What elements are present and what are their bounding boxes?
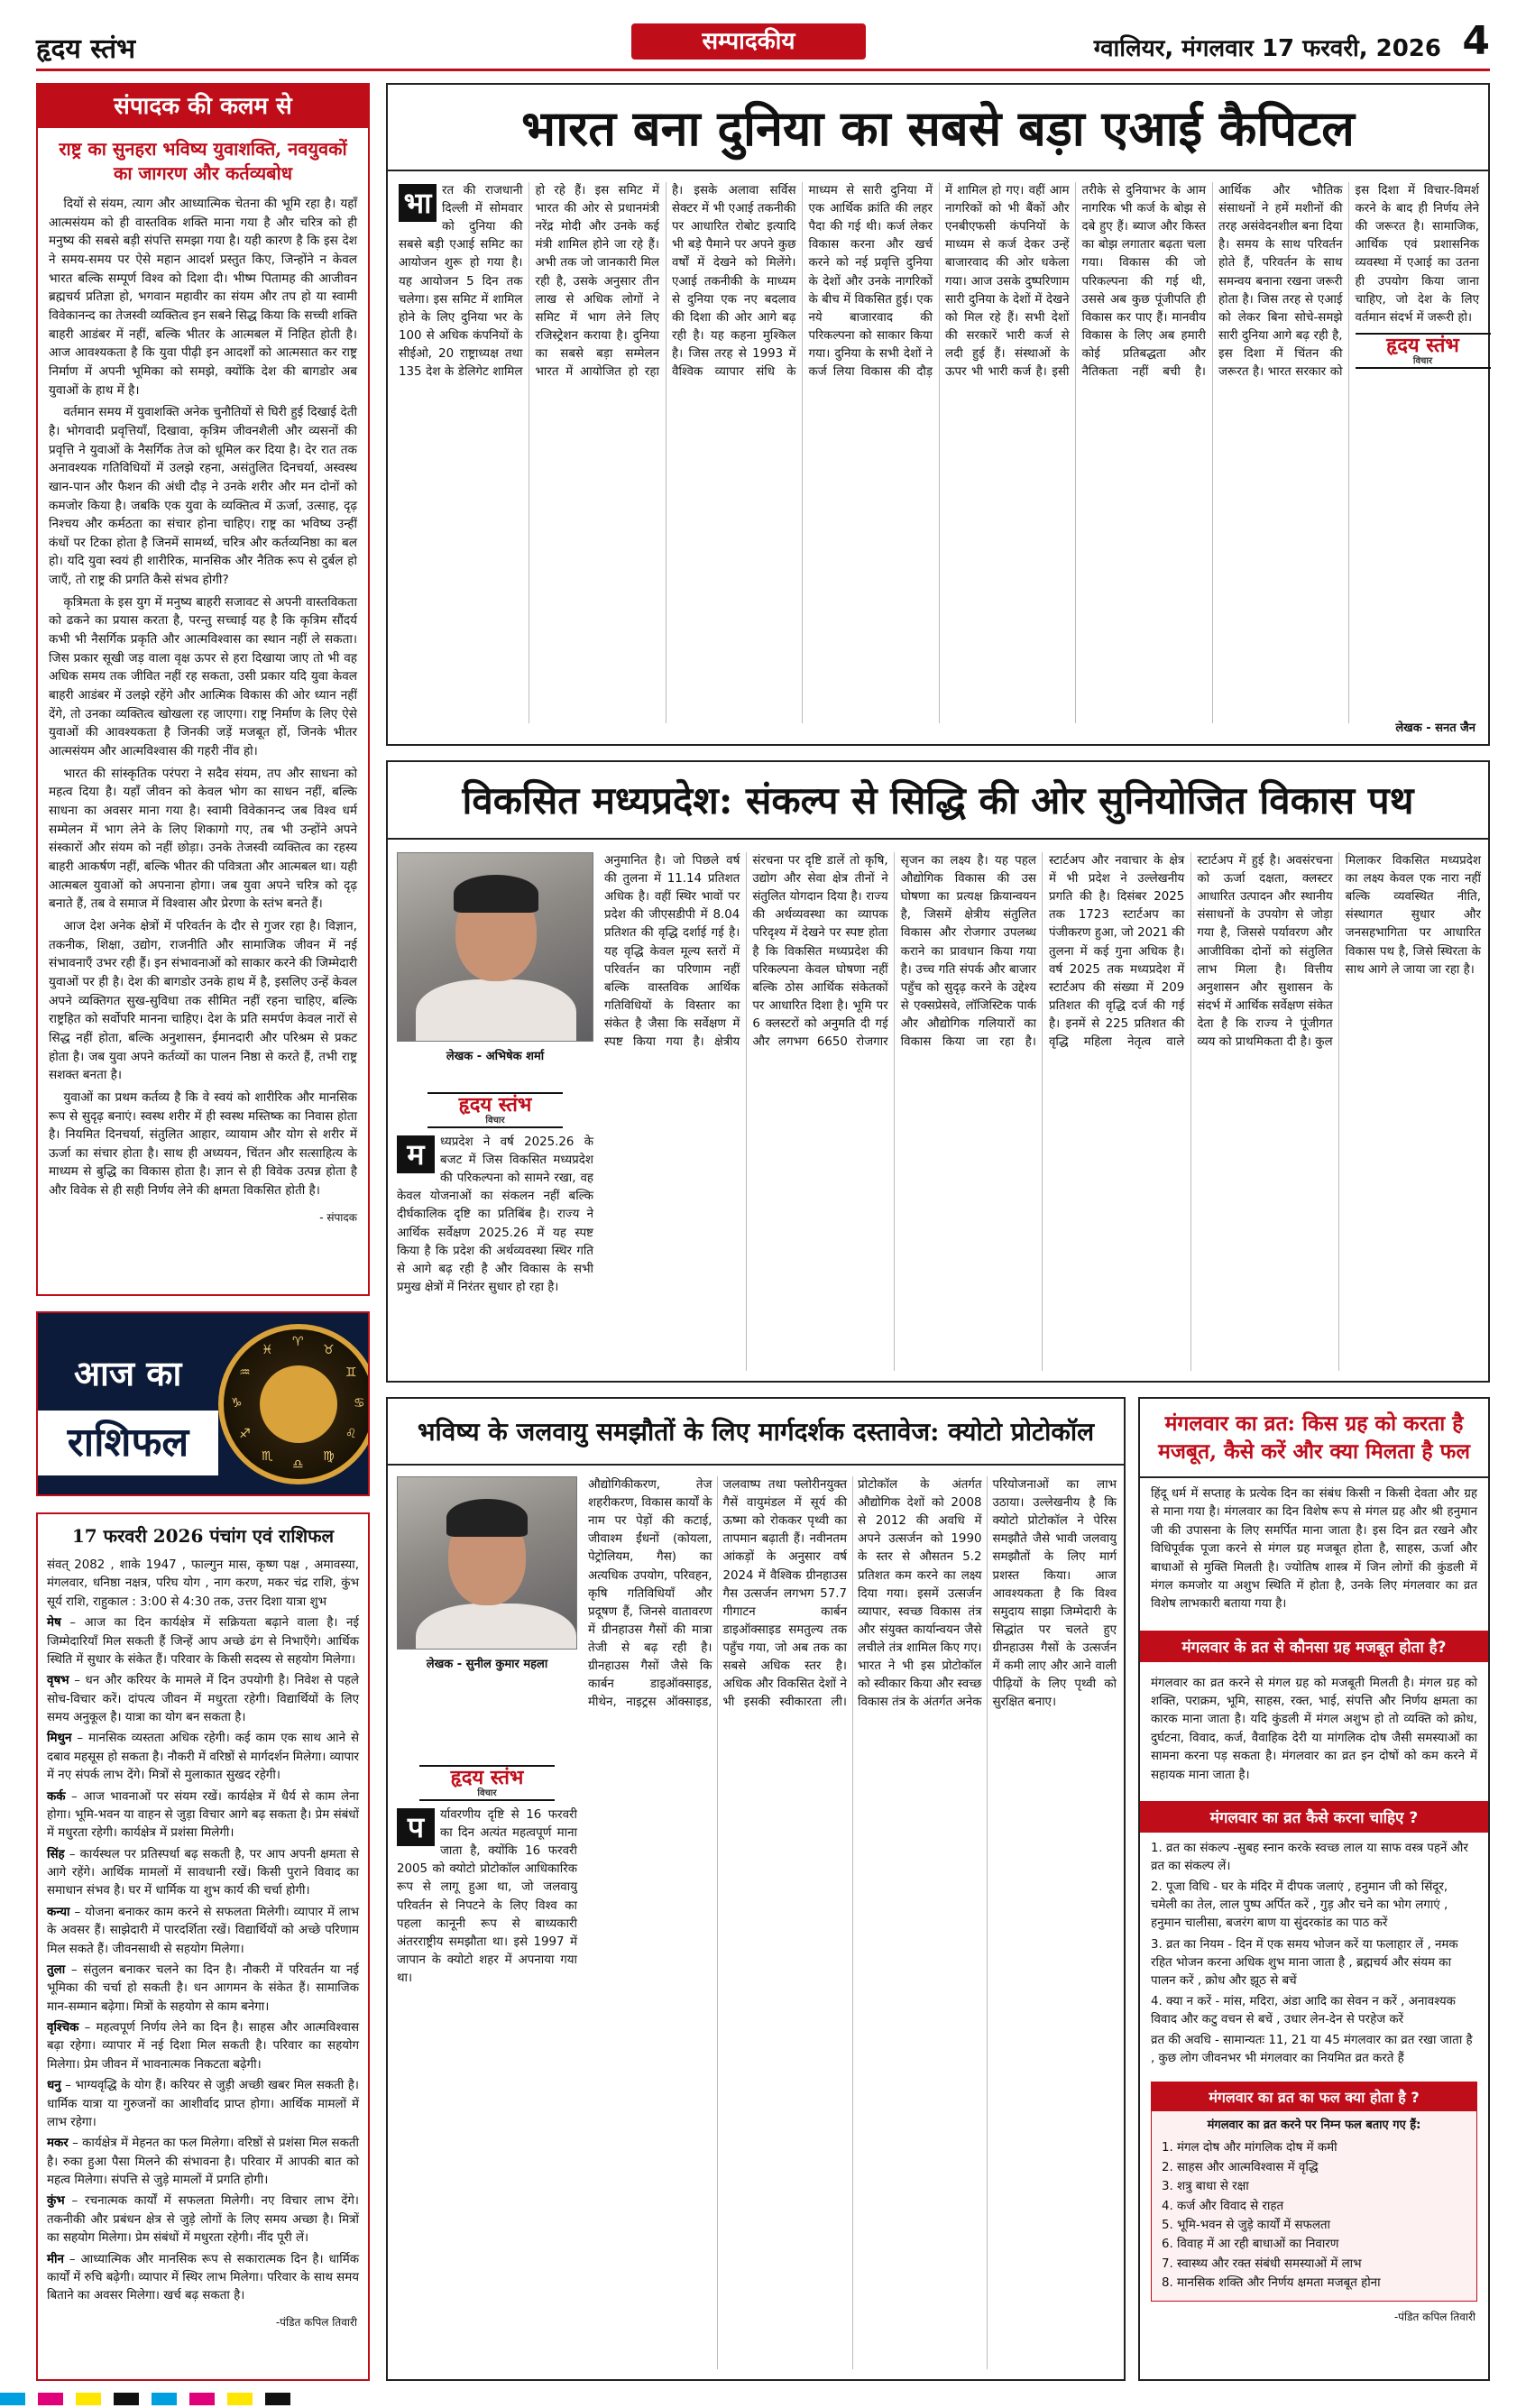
vrat-step: 3. व्रत का नियम - दिन में एक समय भोजन करें या फलाहार लें , नमक रहित भोजन करना अधिक शुभ माना जाता है , ब्रह्मचर्य और संयम का पालन करें , क्रोध और झूठ से बचें [1151, 1937, 1458, 1988]
zodiac-glyph-icon: ♋ [354, 1396, 365, 1411]
article-lead-column [397, 1087, 593, 1374]
logo-tag: विचार [485, 1116, 505, 1126]
author-photo-block [397, 852, 593, 1069]
editorial-paragraph: भारत की सांस्कृतिक परंपरा ने सदैव संयम, तप और साधना को महत्व दिया है। यहाँ जीवन को केवल भोग का साधन नहीं, बल्कि साधना का अवसर माना गया है। स्वामी विवेकानन्द जब विश्व धर्म सम्मेलन में भाग लेने के लिए शिकागो गए, तब भी उन्होंने अपने संस्कारों और संयम को नहीं छोड़ा। उनके तेजस्वी व्यक्तित्व का रहस्य बाहरी आकर्षण नहीं, बल्कि भीतर की पवित्रता और आत्मबल था। यही आत्मबल युवाओं को अपनाना होगा। जब युवा अपने चरित्र को दृढ़ बनाते हैं, तब वे समाज में विश्वास और प्रेरणा के स्तंभ बनते हैं। [49, 766, 357, 912]
rashi-sign-text: संतुलन बनाकर चलने का दिन है। नौकरी में परिवर्तन या नई भूमिका की चर्चा हो सकती है। धन आगमन के संकेत हैं। सामाजिक मान-सम्मान बढ़ेगा। मित्रों के सहयोग से काम बनेगा। [47, 1962, 359, 2014]
rashifal-banner [36, 1311, 370, 1496]
rashi-sign-entry: वृश्चिक – महत्वपूर्ण निर्णय लेने का दिन है। साहस और आत्मविश्वास बढ़ा रहेगा। व्यापार में नई दिशा मिल सकती है। परिवार का सहयोग मिलेगा। प्रेम जीवन में भावनात्मक निकटता बढ़ेगी। [47, 2021, 359, 2072]
rashi-sign-text: आज भावनाओं पर संयम रखें। कार्यक्षेत्र में धैर्य से काम लेना होगा। भूमि-भवन या वाहन से जुड़ा विचार आगे बढ़ सकता है। प्रेम संबंधों में मधुरता रहेगी। कार्यक्षेत्र में प्रशंसा मिलेगी। [47, 1789, 359, 1841]
article-body: औद्योगिकीकरण, तेज शहरीकरण, विकास कार्यों के नाम पर पेड़ों की कटाई, जीवाश्म ईंधनों (कोयला, पेट्रोलियम, गैस) का अत्यधिक उपयोग, परिवहन, कृषि गतिविधियाँ और प्रदूषण हैं, जिनसे वातावरण में ग्रीनहाउस गैसों की मात्रा तेजी से बढ़ रही है। ग्रीनहाउस गैसों जैसे कि कार्बन डाइऑक्साइड, मीथेन, नाइट्रस ऑक्साइड, जलवाष्प तथा फ्लोरीनयुक्त गैसें वायुमंडल में सूर्य की ऊष्मा को रोककर पृथ्वी का तापमान बढ़ाती हैं। नवीनतम आंकड़ों के अनुसार वर्ष 2024 में वैश्विक ग्रीनहाउस गैस उत्सर्जन लगभग 57.7 गीगाटन कार्बन डाइऑक्साइड समतुल्य तक पहुँच गया, जो अब तक का सबसे अधिक स्तर है। अधिक और विकसित देशों ने भी इसकी स्वीकारता ली। प्रोटोकॉल के अंतर्गत औद्योगिक देशों को 2008 से 2012 की अवधि में अपने उत्सर्जन को 1990 के स्तर से औसतन 5.2 प्रतिशत कम करने का लक्ष्य दिया गया। इसमें उत्सर्जन व्यापार, स्वच्छ विकास तंत्र और संयुक्त कार्यान्वयन जैसे लचीले तंत्र शामिल किए गए। भारत ने भी इस प्रोटोकॉल को स्वीकार किया और स्वच्छ विकास तंत्र के अंतर्गत अनेक परियोजनाओं का लाभ उठाया। उल्लेखनीय है कि क्योटो प्रोटोकॉल ने पेरिस समझौते जैसे भावी जलवायु समझौतों के लिए मार्ग प्रशस्त किया। आज आवश्यकता है कि विश्व समुदाय साझा जिम्मेदारी के सिद्धांत पर चलते हुए ग्रीनहाउस गैसों के उत्सर्जन में कमी लाए और आने वाली पीढ़ियों के लिए पृथ्वी को सुरक्षित बनाए। [588, 1478, 1117, 1710]
article-mangalvar-vrat [1138, 1397, 1490, 2381]
issue-date: ग्वालियर, मंगलवार 17 फरवरी, 2026 [1093, 35, 1441, 62]
zodiac-glyph-icon: ♐ [239, 1427, 251, 1441]
zodiac-glyph-icon: ♈ [292, 1335, 304, 1349]
rashi-sign-entry: मिथुन – मानसिक व्यस्तता अधिक रहेगी। कई काम एक साथ आने से दबाव महसूस हो सकता है। नौकरी में वरिष्ठों से मार्गदर्शन मिलेगा। व्यापार में नए संपर्क लाभ देंगे। मित्रों से मुलाकात सुखद रहेगी। [47, 1732, 359, 1783]
zodiac-glyph-icon: ♊ [345, 1365, 357, 1380]
hriday-stambh-logo [427, 1092, 563, 1128]
rashi-sign-text: धन और करियर के मामले में दिन उपयोगी है। निवेश से पहले सोच-विचार करें। दांपत्य जीवन में मधुरता रहेगी। विद्यार्थियों के लिए समय अनुकूल है। यात्रा का योग बन सकता है। [47, 1674, 359, 1724]
author-photo [397, 852, 593, 1042]
header-rule [36, 69, 1490, 71]
rashi-sign-name: मकर [47, 2137, 69, 2151]
photo-hair [446, 1499, 528, 1537]
editorial-paragraph: युवाओं का प्रथम कर्तव्य है कि वे स्वयं को शारीरिक और मानसिक रूप से सुदृढ़ बनाएं। स्वस्थ शरीर में ही स्वस्थ मस्तिष्क का निवास होता है। नियमित दिनचर्या, संतुलित आहार, व्यायाम और योग से शरीर में ऊर्जा का संचार होता है। साथ ही अध्ययन, चिंतन और सत्साहित्य के माध्यम से बुद्धि का विकास होता है। ज्ञान से ही विवेक उत्पन्न होता है और विवेक से ही सही निर्णय लेने की क्षमता विकसित होती है। [49, 1089, 357, 1199]
article-vikasit-mp [386, 760, 1490, 1383]
cyan-swatch [0, 2393, 25, 2405]
rashi-sign-name: मिथुन [47, 1732, 72, 1746]
article-paragraph: मंगलवार का व्रत करने से मंगल ग्रह को मजबूती मिलती है। मंगल ग्रह को शक्ति, पराक्रम, भूमि, साहस, रक्त, भाई, संपत्ति और निर्णय क्षमता का कारक माना जाता है। यदि कुंडली में मंगल अशुभ हो तो व्यक्ति को क्रोध, दुर्घटना, विवाद, कर्ज, वैवाहिक देरी या मांगलिक दोष जैसी समस्याओं का सामना करना पड़ सकता है। मंगलवार का व्रत इन दोषों को कम करने में सहायक माना जाता है। [1151, 1676, 1477, 1782]
magenta-swatch [189, 2393, 215, 2405]
rashi-sign-name: सिंह [47, 1847, 65, 1861]
fal-list [1152, 2137, 1476, 2301]
fal-heading: मंगलवार का व्रत का फल क्या होता है ? [1152, 2082, 1476, 2111]
vrat-step: 4. क्या न करें - मांस, मदिरा, अंडा आदि का सेवन न करें , अनावश्यक विवाद और कटु वचन से बचें , उधार लेन-देन से परहेज करें [1151, 1994, 1456, 2027]
zodiac-glyphs [224, 1329, 370, 1479]
rashifal-body [38, 1553, 368, 2312]
editorial-title: राष्ट्र का सुनहरा भविष्य युवाशक्ति, नवयुवकों का जागरण और कर्तव्यबोध [59, 138, 347, 184]
editorial-paragraph: दियों से संयम, त्याग और आध्यात्मिक चेतना की भूमि रहा है। यहाँ आत्मसंयम को ही वास्तविक शक्ति माना गया है और चरित्र को ही मनुष्य की सबसे बड़ी संपत्ति समझा गया है। यही कारण है कि इस देश ने समय-समय पर ऐसे महान आदर्श प्रस्तुत किए, जिन्होंने न केवल भारत बल्कि सम्पूर्ण विश्व को दिशा दी। भीष्म पितामह की आजीवन ब्रह्मचर्य प्रतिज्ञा हो, भगवान महावीर का संयम और तप हो या स्वामी विवेकानन्द का तेजस्वी व्यक्तित्व इन सबने सिद्ध किया कि सच्ची शक्ति बाहरी आडंबर में नहीं, बल्कि भीतर के आत्मबल में निहित होती है। आज आवश्यकता है कि युवा पीढ़ी इन आदर्शों को आत्मसात कर राष्ट्र निर्माण में अपनी भूमिका को समझे, क्योंकि देश की बागडोर अब युवाओं के हाथ में है। [49, 197, 357, 398]
article-ai-capital [386, 83, 1490, 746]
article-kyoto-protocol [386, 1397, 1126, 2381]
rashi-sign-entry: धनु – भाग्यवृद्धि के योग हैं। करियर से जुड़ी अच्छी खबर मिल सकती है। धार्मिक यात्रा या गुरुजनों का आशीर्वाद प्राप्त होगा। आर्थिक मामलों में लाभ रहेगा। [47, 2079, 359, 2129]
editorial-body [38, 191, 368, 1208]
zodiac-glyph-icon: ♏ [262, 1448, 273, 1464]
rashi-sign-text: मानसिक व्यस्तता अधिक रहेगी। कई काम एक साथ आने से दबाव महसूस हो सकता है। नौकरी में वरिष्ठों से मार्गदर्शन मिलेगा। व्यापार में नए संपर्क लाभ देंगे। मित्रों से मुलाकात सुखद रहेगी। [47, 1732, 359, 1783]
editorial-signature: - संपादक [319, 1210, 357, 1224]
editorial-paragraph: वर्तमान समय में युवाशक्ति अनेक चुनौतियों से घिरी हुई दिखाई देती है। भोगवादी प्रवृत्तियाँ, दिखावा, कृत्रिम जीवनशैली और व्यसनों की प्रवृत्ति ने युवाओं के नैसर्गिक तेज को धूमिल कर दिया है। देर रात तक अनावश्यक गतिविधियों में उलझे रहना, असंतुलित दिनचर्या, अस्वस्थ खान-पान और फैशन की अंधी दौड़ ने उनके शरीर और मन दोनों को कमजोर किया है। जबकि एक युवा के व्यक्तित्व में ऊर्जा, उत्साह, दृढ़ निश्चय और कर्मठता का संचार होना चाहिए। राष्ट्र का भविष्य उन्हीं कंधों पर टिका होता है जिनमें सामर्थ्य, चरित्र और कर्तव्यनिष्ठा का बल हो। यदि युवा स्वयं ही शारीरिक, मानसिक और नैतिक रूप से दुर्बल हो जाएँ, तो राष्ट्र की प्रगति कैसे संभव होगी? [49, 405, 357, 588]
fal-item: 7. स्वास्थ्य और रक्त संबंधी समस्याओं में लाभ [1177, 2255, 1467, 2274]
rashi-sign-text: कार्यक्षेत्र में मेहनत का फल मिलेगा। वरिष्ठों से प्रशंसा मिल सकती है। रुका हुआ पैसा मिलने की संभावना है। परिवार में आपकी बात को महत्व मिलेगा। संपत्ति से जुड़े मामलों में प्रगति होगी। [47, 2137, 359, 2187]
rashi-sign-entry: सिंह – कार्यस्थल पर प्रतिस्पर्धा बढ़ सकती है, पर आप अपनी क्षमता से आगे रहेंगे। आर्थिक मामलों में सावधानी रखें। किसी पुराने विवाद का समाधान संभव है। घर में धार्मिक या शुभ कार्य की चर्चा होगी। [47, 1847, 359, 1898]
rashi-sign-name: वृश्चिक [47, 2021, 79, 2035]
yellow-swatch [76, 2393, 101, 2405]
hriday-stambh-logo [1356, 333, 1491, 369]
banner-aaj-ka: आज का [74, 1354, 182, 1393]
rashi-sign-entry: वृषभ – धन और करियर के मामले में दिन उपयोगी है। निवेश से पहले सोच-विचार करें। दांपत्य जीवन में मधुरता रहेगी। विद्यार्थियों के लिए समय अनुकूल है। यात्रा का योग बन सकता है। [47, 1674, 359, 1724]
fal-item: 3. शत्रु बाधा से रक्षा [1177, 2177, 1467, 2196]
article-subheading: मंगलवार के व्रत से कौनसा ग्रह मजबूत होता है? [1140, 1631, 1488, 1662]
article-body: अनुमानित है। जो पिछले वर्ष की तुलना में 11.14 प्रतिशत अधिक है। वहीं स्थिर भावों पर प्रदेश की जीएसडीपी में 8.04 प्रतिशत की वृद्धि दर्शाई गई है। यह वृद्धि केवल मूल्य स्तरों में परिवर्तन का परिणाम नहीं बल्कि वास्तविक आर्थिक गतिविधियों के विस्तार का संकेत है जैसा कि सर्वेक्षण में स्पष्ट किया गया है। क्षेत्रीय संरचना पर दृष्टि डालें तो कृषि, उद्योग और सेवा क्षेत्र तीनों ने संतुलित योगदान दिया है। राज्य की अर्थव्यवस्था का व्यापक परिदृश्य में देखने पर स्पष्ट होता है कि विकसित मध्यप्रदेश की परिकल्पना केवल घोषणा नहीं बल्कि ठोस आर्थिक संकेतकों पर आधारित दिशा है। भूमि पर 6 क्लस्टरों को अनुमति दी गई और लगभग 6650 रोजगार सृजन का लक्ष्य है। यह पहल औद्योगिक विकास की उस घोषणा का प्रत्यक्ष क्रियान्वयन है, जिसमें क्षेत्रीय संतुलित विकास और रोजगार उपलब्ध कराने का प्रावधान किया गया है। उच्च गति संपर्क और बाजार पहुँच को सुदृढ़ करने के उद्देश्य से एक्सप्रेसवे, लॉजिस्टिक पार्क और औद्योगिक गलियारों का विकास किया जा रहा है। स्टार्टअप और नवाचार के क्षेत्र में भी प्रदेश ने उल्लेखनीय प्रगति की है। दिसंबर 2025 तक 1723 स्टार्टअप का पंजीकरण हुआ, जो 2021 की तुलना में कई गुना अधिक है। वर्ष 2025 तक मध्यप्रदेश में स्टार्टअप की संख्या में 209 प्रतिशत की वृद्धि दर्ज की गई है। इनमें से 225 प्रतिशत की वृद्धि महिला नेतृत्व वाले स्टार्टअप में हुई है। अवसंरचना को ऊर्जा दक्षता, क्लस्टर आधारित उत्पादन और स्थानीय संसाधनों के उपयोग से जोड़ा गया है, जिससे पर्यावरण और आजीविका दोनों को संतुलित लाभ मिला है। वित्तीय अनुशासन और सुशासन के संदर्भ में आर्थिक सर्वेक्षण संकेत देता है कि राज्य ने पूंजीगत व्यय को प्राथमिकता दी है। कुल मिलाकर विकसित मध्यप्रदेश का लक्ष्य केवल एक नारा नहीं बल्कि व्यवस्थित नीति, संस्थागत सुधार और जनसहभागिता पर आधारित विकास पथ है, जिसे स्थिरता के साथ आगे ले जाया जा रहा है। [604, 854, 1481, 1050]
dropcap: प [397, 1808, 435, 1846]
article-author: लेखक - सनत जैन [1395, 721, 1475, 735]
rashifal-title: 17 फरवरी 2026 पंचांग एवं राशिफल [71, 1525, 335, 1547]
logo-name: हृदय स्तंभ [1386, 333, 1459, 357]
rashi-sign-text: रचनात्मक कार्यों में सफलता मिलेगी। नए विचार लाभ देंगे। तकनीकी और प्रबंधन क्षेत्र से जुड़े लोगों के लिए समय अच्छा है। मित्रों का सहयोग मिलेगा। प्रेम संबंधों में मधुरता रहेगी। नींद पूरी लें। [47, 2194, 359, 2246]
logo-name: हृदय स्तंभ [450, 1766, 524, 1789]
vrat-step: व्रत की अवधि - सामान्यतः 11, 21 या 45 मंगलवार का व्रत रखा जाता है , कुछ लोग जीवनभर भी मंगलवार का नियमित व्रत करते हैं [1151, 2034, 1473, 2066]
article-subheading: मंगलवार का व्रत कैसे करना चाहिए ? [1140, 1801, 1488, 1833]
zodiac-glyph-icon: ♓ [262, 1343, 273, 1358]
photo-shirt [416, 1604, 576, 1650]
article-signature: -पंडित कपिल तिवारी [1393, 2310, 1475, 2323]
fal-item: 8. मानसिक शक्ति और निर्णय क्षमता मजबूत होना [1177, 2274, 1467, 2293]
zodiac-glyph-icon: ♒ [239, 1365, 251, 1380]
rashi-sign-entry: कर्क – आज भावनाओं पर संयम रखें। कार्यक्षेत्र में धैर्य से काम लेना होगा। भूमि-भवन या वाहन से जुड़ा विचार आगे बढ़ सकता है। प्रेम संबंधों में मधुरता रहेगी। कार्यक्षेत्र में प्रशंसा मिलेगी। [47, 1789, 359, 1841]
fal-item: 6. विवाह में आ रही बाधाओं का निवारण [1177, 2235, 1467, 2254]
left-column [36, 83, 370, 2381]
article-title: मंगलवार का व्रत: किस ग्रह को करता है मजबूत, कैसे करें और क्या मिलता है फल [1140, 1399, 1488, 1478]
section-label: सम्पादकीय [631, 23, 866, 60]
article-text: रत की राजधानी दिल्ली में सोमवार को दुनिया की सबसे बड़ी एआई समिट का आयोजन शुरू हो गया है। यह आयोजन 5 दिन तक चलेगा। इस समिट में शामिल होने के लिए दुनिया भर के 100 से अधिक कंपनियों के सीईओ, 20 राष्ट्राध्यक्ष तथा 135 देश के डेलिगेट शामिल हो रहे हैं। इस समिट में भारत की ओर से प्रधानमंत्री नरेंद्र मोदी और उनके कई मंत्री शामिल होने जा रहे हैं। अभी तक जो जानकारी मिल रही है, उसके अनुसार तीन लाख से अधिक लोगों ने समिट में भाग लेने लिए रजिस्ट्रेशन कराया है। दुनिया का सबसे बड़ा सम्मेलन भारत में आयोजित हो रहा है। इसके अलावा सर्विस सेक्टर में भी एआई तकनीकी पर आधारित रोबोट इत्यादि भी बड़े पैमाने पर अपने कुछ वर्षों में देखने को मिलेंगे। एआई तकनीकी के माध्यम से दुनिया एक नए बदलाव की दिशा की ओर आगे बढ़ रही है। यह कहना मुश्किल है। जिस तरह से 1993 में वैश्विक व्यापार संधि के माध्यम से सारी दुनिया में एक आर्थिक क्रांति की लहर पैदा की गई थी। कर्ज लेकर विकास करना और खर्च करने को नई प्रवृत्ति दुनिया के देशों और उनके नागरिकों के बीच में विकसित हुई। एक नये बाजारवाद की परिकल्पना को साकार किया गया। दुनिया के सभी देशों ने कर्ज लिया विकास की दौड़ में शामिल हो गए। वहीं आम नागरिकों को भी बैंकों और एनबीएफसी कंपनियों के माध्यम से कर्ज देकर उन्हें बाजारवाद की ओर धकेला गया। आज उसके दुष्परिणाम सारी दुनिया के देशों में देखने को मिल रहे हैं। सभी देशों की सरकारें भारी कर्ज से लदी हुई हैं। संस्थाओं के ऊपर भी भारी कर्ज है। इसी तरीके से दुनियाभर के आम नागरिक भी कर्ज के बोझ से दबे हुए हैं। ब्याज और किस्त का बोझ लगातार बढ़ता चला गया। विकास की जो परिकल्पना की गई थी, उससे अब कुछ पूंजीपति ही विकास कर पाए हैं। मानवीय विकास के लिए अब हमारी कोई प्रतिबद्धता और नैतिकता नहीं बची है। आर्थिक और भौतिक संसाधनों ने हमें मशीनों की तरह असंवेदनशील बना दिया है। समय के साथ परिवर्तन होते हैं, परिवर्तन के साथ समन्वय बनाना रखना जरूरी होता है। जिस तरह से एआई को लेकर बिना सोचे-समझे सारी दुनिया आगे बढ़ रही है, इस दिशा में चिंतन की जरूरत है। भारत सरकार को इस दिशा में विचार-विमर्श करने के बाद ही निर्णय लेने की जरूरत है। सामाजिक, आर्थिक एवं प्रशासनिक व्यवस्था में एआई का उतना ही उपयोग किया जाना चाहिए, जो देश के लिए वर्तमान संदर्भ में जरूरी हो। [399, 184, 1479, 380]
zodiac-glyph-icon: ♑ [231, 1396, 243, 1411]
editorial-paragraph: आज देश अनेक क्षेत्रों में परिवर्तन के दौर से गुजर रहा है। विज्ञान, तकनीक, शिक्षा, उद्योग, राजनीति और सामाजिक जीवन में नई संभावनाएँ उभर रही हैं। इन संभावनाओं को साकार करने की जिम्मेदारी युवाओं पर ही है। देश की बागडोर उनके हाथ में है, इसलिए उन्हें केवल अपने व्यक्तिगत सुख-सुविधा तक सीमित नहीं रहना चाहिए, बल्कि राष्ट्रहित को सर्वोपरि मानना चाहिए। देश के प्रति समर्पण केवल नारों से सिद्ध नहीं होता, बल्कि अनुशासन, ईमानदारी और परिश्रम से प्रकट होता है। जब युवा अपने कर्तव्यों का पालन निष्ठा से करते हैं, तभी राष्ट्र सशक्त बनता है। [49, 918, 357, 1083]
rashi-sign-entry: मेष – आज का दिन कार्यक्षेत्र में सक्रियता बढ़ाने वाला है। नई जिम्मेदारियाँ मिल सकती हैं जिन्हें आप अच्छे ढंग से निभाएँगे। आर्थिक स्थिति में सुधार के संकेत हैं। परिवार के किसी सदस्य से सहयोग मिलेगा। [47, 1616, 359, 1667]
rashi-sign-text: आध्यात्मिक और मानसिक रूप से सकारात्मक दिन है। धार्मिक कार्यों में रुचि बढ़ेगी। व्यापार में स्थिर लाभ मिलेगा। परिवार के साथ समय बिताने का अवसर मिलेगा। खर्च बढ़ सकता है। [47, 2252, 359, 2303]
dropcap: म [397, 1135, 435, 1173]
print-color-bar [0, 2392, 1526, 2408]
yellow-swatch [227, 2393, 253, 2405]
article-intro: हिंदू धर्म में सप्ताह के प्रत्येक दिन का संबंध किसी न किसी देवता और ग्रह से माना गया है। मंगलवार का दिन विशेष रूप से मंगल ग्रह और श्री हनुमान जी की उपासना के लिए समर्पित माना जाता है। इस दिन व्रत रखने और विधिपूर्वक पूजा करने से मंगल ग्रह मजबूत होता है, साहस, ऊर्जा और बाधाओं से मुक्ति मिलती है। ज्योतिष शास्त्र में जिन लोगों की कुंडली में मंगल कमजोर या अशुभ स्थिति में होता है, उनके लिए मंगलवार का व्रत विशेष लाभकारी बताया गया है। [1151, 1487, 1477, 1612]
rashi-sign-entry: मकर – कार्यक्षेत्र में मेहनत का फल मिलेगा। वरिष्ठों से प्रशंसा मिल सकती है। रुका हुआ पैसा मिलने की संभावना है। परिवार में आपकी बात को महत्व मिलेगा। संपत्ति से जुड़े मामलों में प्रगति होगी। [47, 2137, 359, 2187]
zodiac-glyph-icon: ♉ [323, 1343, 335, 1358]
vrat-fal-box [1151, 2082, 1477, 2302]
rashi-sign-name: वृषभ [47, 1674, 69, 1688]
article-body [399, 182, 1479, 723]
rashi-sign-text: महत्वपूर्ण निर्णय लेने का दिन है। साहस और आत्मविश्वास बढ़ा रहेगा। व्यापार में नई दिशा मिल सकती है। परिवार का सहयोग मिलेगा। प्रेम जीवन में भावनात्मक निकटता बढ़ेगी। [47, 2021, 359, 2072]
hriday-stambh-logo [419, 1765, 555, 1801]
fal-item: 5. भूमि-भवन से जुड़े कार्यों में सफलता [1177, 2216, 1467, 2235]
vrat-step: 1. व्रत का संकल्प -सुबह स्नान करके स्वच्छ लाल या साफ वस्त्र पहनें और व्रत का संकल्प लें। [1151, 1841, 1468, 1874]
vrat-step: 2. पूजा विधि - घर के मंदिर में दीपक जलाएं , हनुमान जी को सिंदूर, चमेली का तेल, लाल पुष्प अर्पित करें , गुड़ और चने का भोग लगाएं , हनुमान चालीसा, बजरंग बाण या सुंदरकांड का पाठ करें [1151, 1880, 1448, 1931]
editorial-heading: संपादक की कलम से [38, 85, 368, 128]
fal-subheading: मंगलवार का व्रत करने पर निम्न फल बताए गए हैं: [1207, 2118, 1421, 2133]
logo-tag: विचार [477, 1788, 497, 1798]
rashi-sign-entry: तुला – संतुलन बनाकर चलने का दिन है। नौकरी में परिवर्तन या नई भूमिका की चर्चा हो सकती है। धन आगमन के संकेत हैं। सामाजिक मान-सम्मान बढ़ेगा। मित्रों के सहयोग से काम बनेगा। [47, 1962, 359, 2014]
rashi-sign-entry: कुंभ – रचनात्मक कार्यों में सफलता मिलेगी। नए विचार लाभ देंगे। तकनीकी और प्रबंधन क्षेत्र से जुड़े लोगों के लिए समय अच्छा है। मित्रों का सहयोग मिलेगा। प्रेम संबंधों में मधुरता रहेगी। नींद पूरी लें। [47, 2194, 359, 2246]
article-title: भारत बना दुनिया का सबसे बड़ा एआई कैपिटल [388, 85, 1488, 171]
author-photo [397, 1476, 577, 1650]
rashi-sign-text: भाग्यवृद्धि के योग हैं। करियर से जुड़ी अच्छी खबर मिल सकती है। धार्मिक यात्रा या गुरुजनों का आशीर्वाद प्राप्त होगा। आर्थिक मामलों में लाभ रहेगा। [47, 2079, 359, 2129]
dropcap: भा [399, 184, 437, 222]
rashi-sign-name: धनु [47, 2079, 61, 2093]
rashi-sign-name: कर्क [47, 1789, 66, 1804]
black-swatch [114, 2393, 139, 2405]
banner-rashifal: राशिफल [38, 1411, 218, 1475]
editorial-box [36, 83, 370, 1296]
vrat-steps [1140, 1838, 1488, 2073]
photo-caption: लेखक - अभिषेक शर्मा [446, 1050, 545, 1063]
rashifal-box [36, 1512, 370, 2381]
magenta-swatch [38, 2393, 63, 2405]
fal-item: 2. साहस और आत्मविश्वास में वृद्धि [1177, 2158, 1467, 2177]
author-photo-block [397, 1476, 577, 1677]
logo-tag: विचार [1412, 355, 1433, 366]
masthead [36, 16, 1490, 74]
zodiac-glyph-icon: ♌ [345, 1427, 357, 1441]
rashi-sign-name: तुला [47, 1962, 66, 1977]
article-lead-column [397, 1760, 577, 2369]
page-number: 4 [1462, 18, 1490, 64]
fal-item: 4. कर्ज और विवाद से राहत [1177, 2197, 1467, 2216]
zodiac-glyph-icon: ♎ [292, 1457, 304, 1472]
rashi-sign-name: कुंभ [47, 2194, 65, 2209]
fal-item: 1. मंगल दोष और मांगलिक दोष में कमी [1177, 2138, 1467, 2157]
rashi-sign-name: कन्या [47, 1905, 70, 1919]
rashi-sign-entry: कन्या – योजना बनाकर काम करने से सफलता मिलेगी। व्यापार में लाभ के अवसर हैं। साझेदारी में पारदर्शिता रखें। विद्यार्थियों को अच्छे परिणाम मिल सकते हैं। जीवनसाथी से सहयोग मिलेगा। [47, 1905, 359, 1956]
article-title: विकसित मध्यप्रदेश: संकल्प से सिद्धि की ओर सुनियोजित विकास पथ [388, 762, 1488, 840]
article-lead-text: र्यावरणीय दृष्टि से 16 फरवरी का दिन अत्यंत महत्वपूर्ण माना जाता है, क्योंकि 16 फरवरी 2005 को क्योटो प्रोटोकॉल आधिकारिक रूप से लागू हुआ था, जो जलवायु परिवर्तन से निपटने के लिए विश्व का पहला कानूनी रूप से बाध्यकारी अंतरराष्ट्रीय समझौता था। इसे 1997 में जापान के क्योटो शहर में अपनाया गया था। [397, 1808, 577, 1985]
newspaper-name: हृदय स्तंभ [36, 33, 136, 65]
cyan-swatch [152, 2393, 177, 2405]
rashi-sign-text: आज का दिन कार्यक्षेत्र में सक्रियता बढ़ाने वाला है। नई जिम्मेदारियाँ मिल सकती हैं जिन्हें आप अच्छे ढंग से निभाएँगे। आर्थिक स्थिति में सुधार के संकेत हैं। परिवार के किसी सदस्य से सहयोग मिलेगा। [47, 1616, 359, 1667]
rashi-sign-name: मेष [47, 1616, 61, 1631]
rashi-sign-text: योजना बनाकर काम करने से सफलता मिलेगी। व्यापार में लाभ के अवसर हैं। साझेदारी में पारदर्शिता रखें। विद्यार्थियों को अच्छे परिणाम मिल सकते हैं। जीवनसाथी से सहयोग मिलेगा। [47, 1905, 359, 1956]
zodiac-wheel-icon [218, 1324, 370, 1484]
rashi-sign-entry: मीन – आध्यात्मिक और मानसिक रूप से सकारात्मक दिन है। धार्मिक कार्यों में रुचि बढ़ेगी। व्यापार में स्थिर लाभ मिलेगा। परिवार के साथ समय बिताने का अवसर मिलेगा। खर्च बढ़ सकता है। [47, 2252, 359, 2303]
photo-shirt [416, 979, 576, 1042]
rashi-sign-name: मीन [47, 2252, 64, 2266]
photo-hair [454, 875, 538, 913]
rashi-sign-text: कार्यस्थल पर प्रतिस्पर्धा बढ़ सकती है, पर आप अपनी क्षमता से आगे रहेंगे। आर्थिक मामलों में सावधानी रखें। किसी पुराने विवाद का समाधान संभव है। घर में धार्मिक या शुभ कार्य की चर्चा होगी। [47, 1847, 359, 1898]
zodiac-glyph-icon: ♍ [323, 1448, 335, 1464]
rashifal-signature: -पंडित कपिल तिवारी [275, 2315, 357, 2329]
editorial-paragraph: कृत्रिमता के इस युग में मनुष्य बाहरी सजावट से अपनी वास्तविकता को ढकने का प्रयास करता है, परन्तु सच्चाई यह है कि कृत्रिम सौंदर्य कभी भी नैसर्गिक प्रकृति और आत्मविश्वास का स्थान नहीं ले सकता। जिस प्रकार सूखी जड़ वाला वृक्ष ऊपर से हरा दिखाया जाए तो भी वह अधिक समय तक जीवित नहीं रह सकता, उसी प्रकार यदि युवा केवल बाहरी आडंबर में उलझे रहेंगे और आत्मिक विकास की ओर ध्यान नहीं देंगे, तो उनका व्यक्तित्व खोखला रह जाएगा। राष्ट्र निर्माण के लिए ऐसे युवाओं की आवश्यकता है जिनकी जड़ें मजबूत हों, जिनके भीतर आत्मसंयम और आत्मविश्वास की गहरी नींव हो। [49, 594, 357, 759]
black-swatch [265, 2393, 290, 2405]
article-title: भविष्य के जलवायु समझौतों के लिए मार्गदर्शक दस्तावेज: क्योटो प्रोटोकॉल [388, 1399, 1124, 1466]
logo-name: हृदय स्तंभ [458, 1093, 532, 1117]
article-lead-text: ध्यप्रदेश ने वर्ष 2025.26 के बजट में जिस विकसित मध्यप्रदेश की परिकल्पना को सामने रखा, वह केवल योजनाओं का संकलन नहीं बल्कि दीर्घकालिक दृष्टि का प्रतिबिंब है। राज्य ने आर्थिक सर्वेक्षण 2025.26 में यह स्पष्ट किया है कि प्रदेश की अर्थव्यवस्था स्थिर गति से आगे बढ़ रही है और विकास के सभी प्रमुख क्षेत्रों में निरंतर सुधार हो रहा है। [397, 1135, 593, 1294]
photo-caption: लेखक - सुनील कुमार महला [426, 1658, 548, 1671]
panchang-text: संवत् 2082 , शाके 1947 , फाल्गुन मास, कृष्ण पक्ष , अमावस्या, मंगलवार, धनिष्ठा नक्षत्र, परिघ योग , नाग करण, मकर चंद्र राशि, कुंभ सूर्य राशि, राहुकाल : 3:00 से 4:30 तक, उत्तर दिशा यात्रा शुभ [47, 1558, 359, 1609]
